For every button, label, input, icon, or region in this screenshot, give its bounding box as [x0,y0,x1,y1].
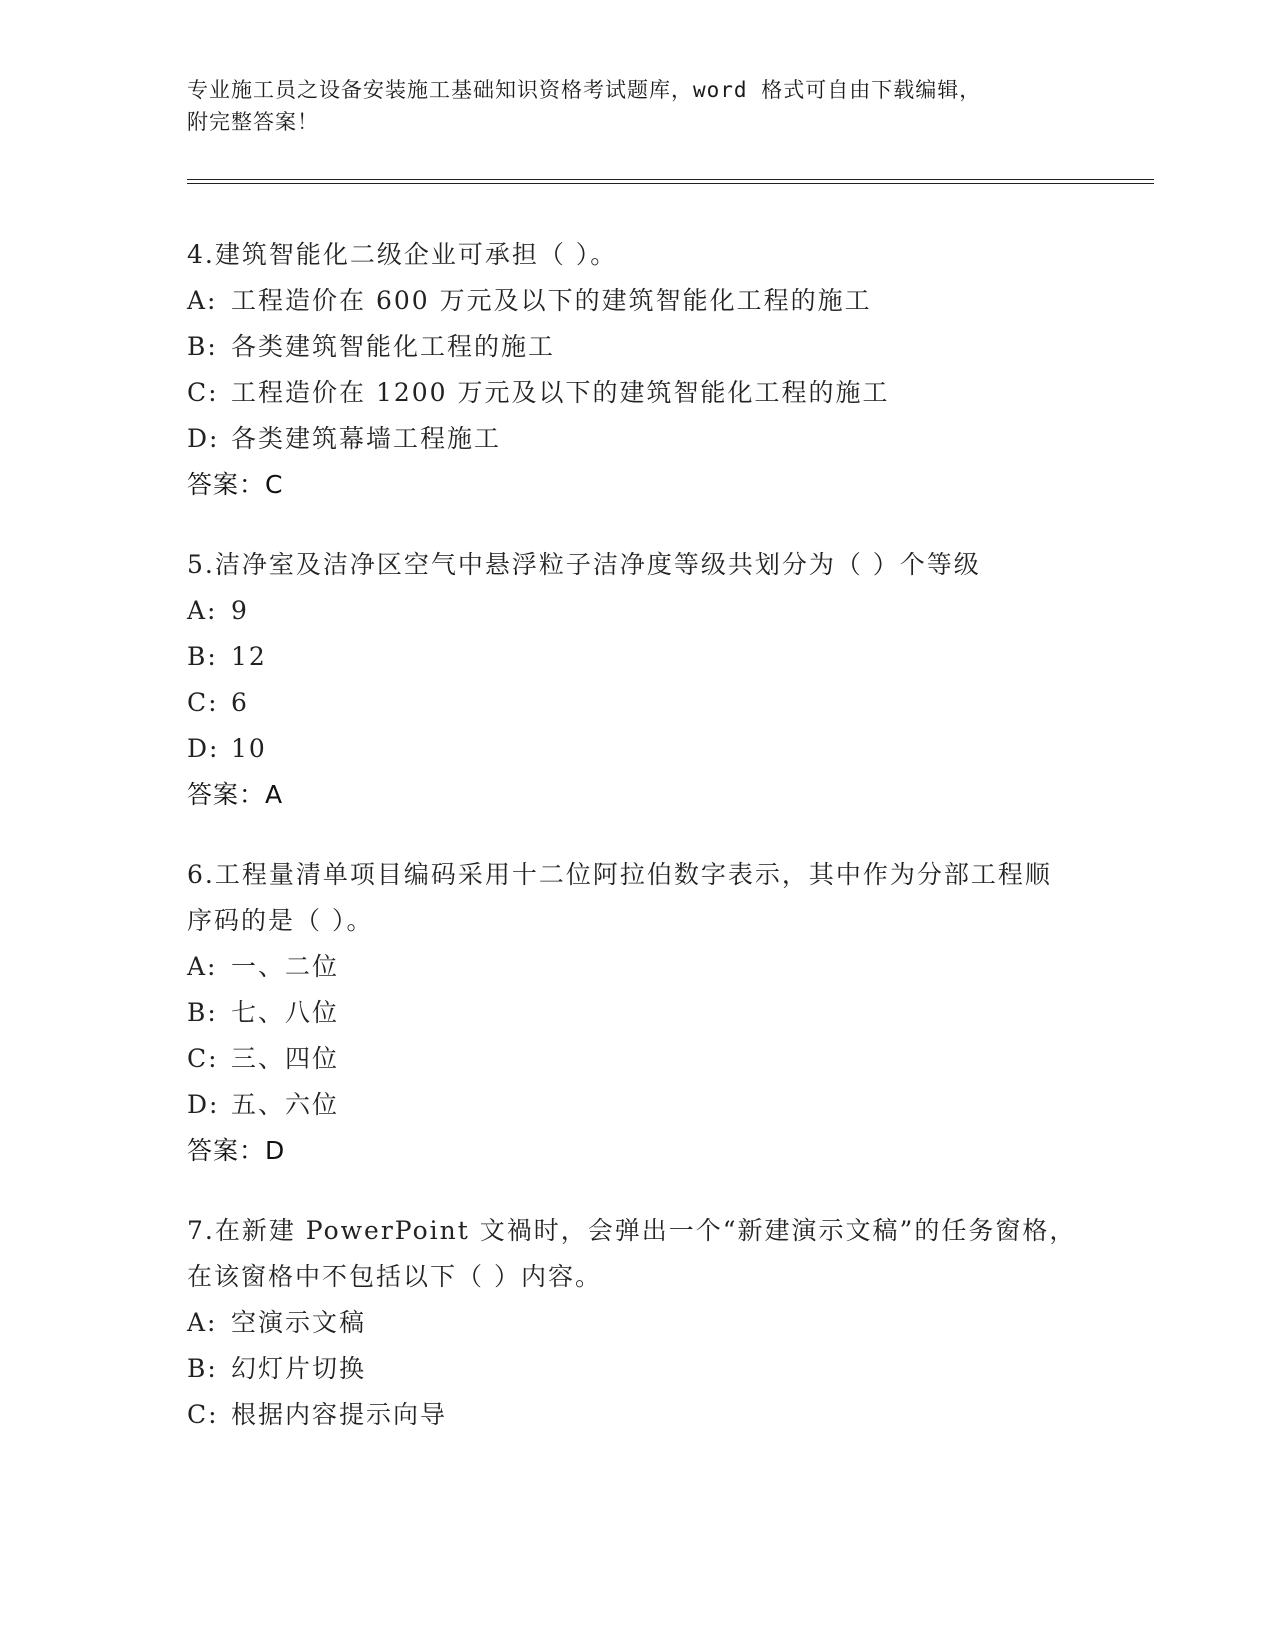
question-list [187,232,1137,1472]
header-line-1: 专业施工员之设备安装施工基础知识资格考试题库，word 格式可自由下载编辑， [187,78,982,102]
answer-option [187,588,1137,634]
answer-option [187,1082,1137,1128]
question-stem: 6.工程量清单项目编码采用十二位阿拉伯数字表示，其中作为分部工程顺序码的是（ ）。 [187,860,1052,935]
option-letter: C: [187,1044,219,1073]
answer-key: 答案：C [187,470,284,499]
option-letter: C: [187,378,219,407]
option-text: 七、八位 [231,998,340,1027]
answer-option [187,1392,1137,1438]
option-letter: A: [187,286,218,315]
option-letter: D: [187,1090,220,1119]
option-text: 三、四位 [231,1044,340,1073]
option-letter: D: [187,734,220,763]
option-letter: A: [187,1308,218,1337]
header-divider-bottom [187,183,1154,184]
option-letter: A: [187,952,218,981]
option-text: 12 [231,642,267,671]
option-letter: B: [187,1354,218,1383]
question-block [187,1208,1137,1438]
option-letter: A: [187,596,218,625]
header-divider-top [187,179,1154,180]
option-letter: D: [187,424,220,453]
option-letter: C: [187,688,219,717]
answer-option [187,370,1137,416]
answer-option [187,1036,1137,1082]
option-text: 一、二位 [231,952,340,981]
answer-option [187,726,1137,772]
answer-option [187,680,1137,726]
header-line-2: 附完整答案！ [187,110,319,134]
option-text: 空演示文稿 [231,1308,367,1337]
question-stem: 4.建筑智能化二级企业可承担（ ）。 [187,240,618,269]
answer-option [187,990,1137,1036]
option-text: 9 [231,596,249,625]
question-block [187,852,1137,1174]
answer-option [187,1346,1137,1392]
option-text: 工程造价在 1200 万元及以下的建筑智能化工程的施工 [231,378,890,407]
answer-key: 答案：D [187,1136,286,1165]
option-text: 6 [231,688,249,717]
option-text: 幻灯片切换 [231,1354,367,1383]
option-text: 10 [231,734,267,763]
option-letter: C: [187,1400,219,1429]
question-stem: 7.在新建 PowerPoint 文禍时，会弹出一个“新建演示文稿”的任务窗格，在该窗格中不包括以下（ ）内容。 [187,1216,1077,1291]
question-block [187,542,1137,818]
question-stem: 5.洁净室及洁净区空气中悬浮粒子洁净度等级共划分为（ ）个等级 [187,550,981,579]
answer-option [187,324,1137,370]
option-text: 根据内容提示向导 [231,1400,448,1429]
answer-option [187,1300,1137,1346]
option-text: 五、六位 [231,1090,340,1119]
question-block [187,232,1137,508]
answer-option [187,416,1137,462]
answer-key: 答案：A [187,780,284,809]
document-header [187,74,1087,138]
option-text: 工程造价在 600 万元及以下的建筑智能化工程的施工 [231,286,872,315]
option-text: 各类建筑幕墙工程施工 [231,424,502,453]
option-letter: B: [187,642,218,671]
answer-option [187,634,1137,680]
answer-option [187,278,1137,324]
option-letter: B: [187,332,218,361]
option-letter: B: [187,998,218,1027]
answer-option [187,944,1137,990]
option-text: 各类建筑智能化工程的施工 [231,332,556,361]
